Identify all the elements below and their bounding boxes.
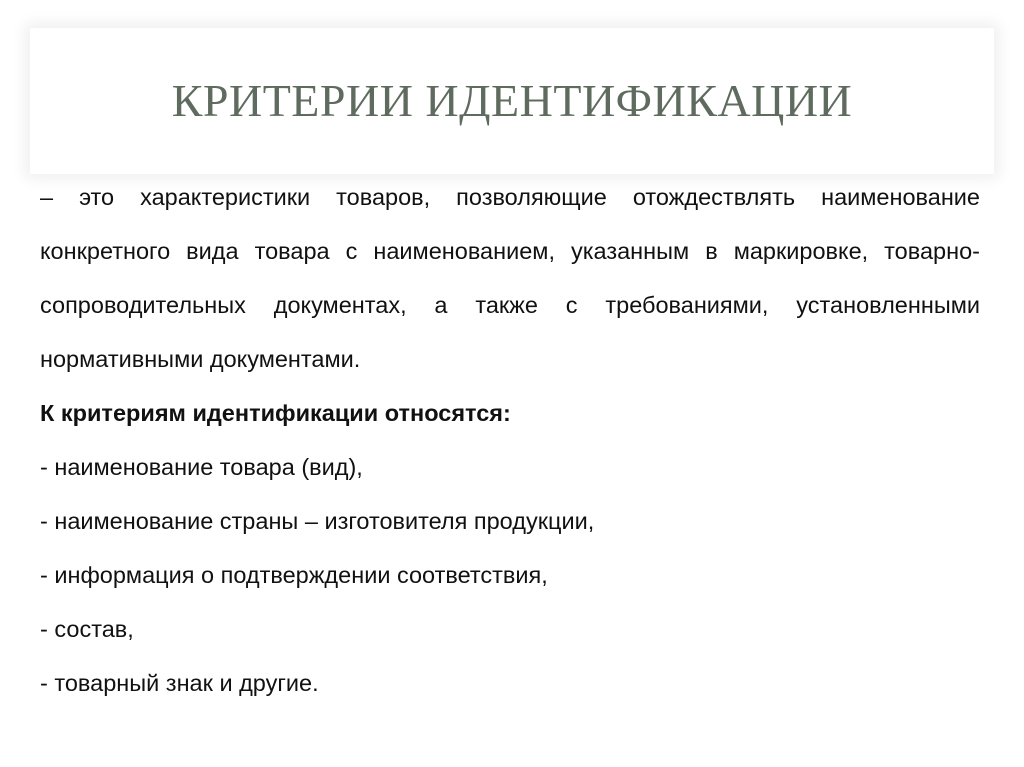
title-box <box>30 28 994 174</box>
criteria-item: - наименование товара (вид), <box>40 454 363 480</box>
criteria-item: - наименование страны – изготовителя продукции, <box>40 508 595 534</box>
criteria-item: - товарный знак и другие. <box>40 670 319 696</box>
criteria-item: - информация о подтверждении соответствия, <box>40 562 548 588</box>
definition-paragraph: – это характеристики товаров, позволяющие отождествлять наименование конкретного вида товара с наименованием, указанным в маркировке, товарно-сопроводительных документах, а также с требованиями, установленными нормативными документами. <box>40 184 980 372</box>
slide-body <box>40 170 980 710</box>
slide-title: КРИТЕРИИ ИДЕНТИФИКАЦИИ <box>171 75 853 126</box>
criteria-heading: К критериям идентификации относятся: <box>40 400 511 426</box>
criteria-item: - состав, <box>40 616 134 642</box>
criteria-list <box>40 440 980 710</box>
